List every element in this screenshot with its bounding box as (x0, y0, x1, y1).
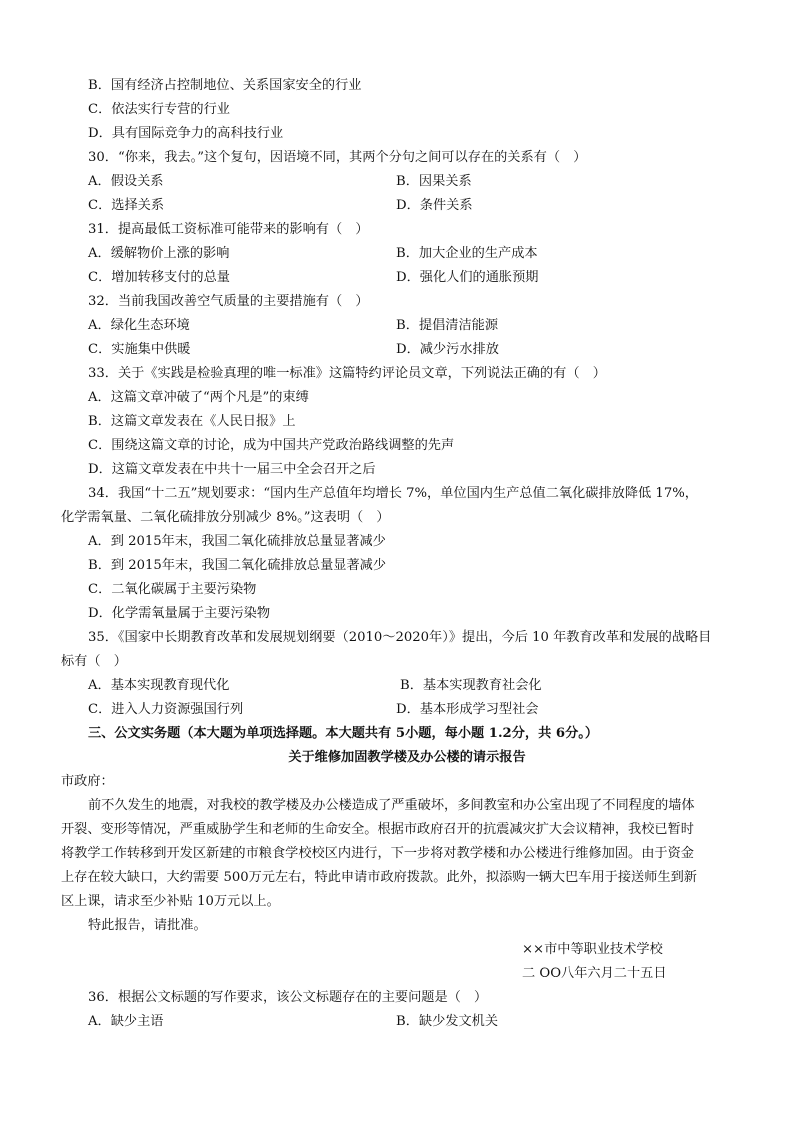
q29-option-c: C．依法实行专营的行业 (88, 102, 230, 117)
q30-row2 (0, 194, 794, 218)
q30-option-b: B．因果关系 (396, 174, 472, 189)
q32-option-b: B．提倡清洁能源 (396, 318, 499, 333)
q31-row1 (0, 242, 794, 266)
q32-option-c: C．实施集中供暖 (88, 342, 191, 357)
q33-option-c: C．围绕这篇文章的讨论，成为中国共产党政治路线调整的先声 (88, 438, 455, 453)
document-para-line3: 将教学工作转移到开发区新建的市粮食学校校区内进行，下一步将对教学楼和办公楼进行维修加固。由于资金 (61, 846, 694, 861)
q35-stem-line2: 标有（ ） (61, 654, 127, 669)
document-para-line2: 开裂、变形等情况，严重威胁学生和老师的生命安全。根据市政府召开的抗震减灾扩大会议精神，我校已暂时 (61, 822, 694, 837)
q33-option-b: B．这篇文章发表在《人民日报》上 (88, 414, 296, 429)
q30-option-d: D．条件关系 (396, 198, 473, 213)
q35-option-b: B．基本实现教育社会化 (400, 678, 542, 693)
q31-option-a: A．缓解物价上涨的影响 (88, 246, 230, 261)
q31-stem: 31．提高最低工资标准可能带来的影响有（ ） (88, 222, 369, 237)
q31-option-b: B．加大企业的生产成本 (396, 246, 538, 261)
q33-option-d: D．这篇文章发表在中共十一届三中全会召开之后 (88, 462, 376, 477)
q35-option-d: D．基本形成学习型社会 (396, 702, 539, 717)
q33-option-a: A．这篇文章冲破了“两个凡是”的束缚 (88, 390, 309, 405)
q33-stem: 33．关于《实践是检验真理的唯一标准》这篇特约评论员文章，下列说法正确的有（ ） (88, 366, 606, 381)
q36-stem: 36．根据公文标题的写作要求，该公文标题存在的主要问题是（ ） (88, 990, 488, 1005)
q35-row2 (0, 698, 794, 722)
document-para-line1: 前不久发生的地震，对我校的教学楼及办公楼造成了严重破坏，多间教室和办公室出现了不同程度的墙体 (88, 798, 695, 813)
q35-option-a: A．基本实现教育现代化 (88, 678, 230, 693)
q34-option-b: B．到 2015年末，我国二氧化硫排放总量显著减少 (88, 558, 387, 573)
q32-row1 (0, 314, 794, 338)
q32-option-d: D．减少污水排放 (396, 342, 499, 357)
document-date: 二 OO八年六月二十五日 (522, 966, 667, 981)
q34-stem-line1: 34．我国“十二五”规划要求：“国内生产总值年均增长 7%，单位国内生产总值二氧化碳排放降低 17%， (88, 486, 698, 501)
q32-row2 (0, 338, 794, 362)
q29-option-d: D．具有国际竞争力的高科技行业 (88, 126, 284, 141)
document-closing: 特此报告，请批准。 (88, 918, 207, 933)
q30-row1 (0, 170, 794, 194)
q31-option-c: C．增加转移支付的总量 (88, 270, 230, 285)
q31-row2 (0, 266, 794, 290)
q34-stem-line2: 化学需氧量、二氧化硫排放分别减少 8%。”这表明（ ） (61, 510, 390, 525)
section-3-heading: 三、公文实务题（本大题为单项选择题。本大题共有 5小题，每小题 1.2分，共 6分。） (88, 726, 599, 741)
q36-option-b: B．缺少发文机关 (396, 1014, 499, 1029)
q30-option-c: C．选择关系 (88, 198, 165, 213)
document-recipient: 市政府： (61, 774, 114, 789)
q30-stem: 30．“你来，我去。”这个复句，因语境不同，其两个分句之间可以存在的关系有（ ） (88, 150, 587, 165)
q34-option-a: A．到 2015年末，我国二氧化硫排放总量显著减少 (88, 534, 386, 549)
document-para-line5: 区上课，请求至少补贴 10万元以上。 (61, 894, 280, 909)
q36-row1 (0, 1010, 794, 1034)
q35-option-c: C．进入人力资源强国行列 (88, 702, 244, 717)
q34-option-c: C．二氧化碳属于主要污染物 (88, 582, 257, 597)
q30-option-a: A．假设关系 (88, 174, 164, 189)
document-title: 关于维修加固教学楼及办公楼的请示报告 (288, 750, 526, 765)
document-para-line4: 上存在较大缺口，大约需要 500万元左右，特此申请市政府拨款。此外，拟添购一辆大巴车用于接送师生到新 (61, 870, 697, 885)
q32-option-a: A．绿化生态环境 (88, 318, 190, 333)
q35-stem-line1: 35．《国家中长期教育改革和发展规划纲要（2010～2020年）》提出，今后 10 年教育改革和发展的战略目 (88, 630, 712, 645)
q32-stem: 32．当前我国改善空气质量的主要措施有（ ） (88, 294, 369, 309)
q29-option-b: B．国有经济占控制地位、关系国家安全的行业 (88, 78, 362, 93)
q36-option-a: A．缺少主语 (88, 1014, 164, 1029)
q34-option-d: D．化学需氧量属于主要污染物 (88, 606, 271, 621)
q35-row1 (0, 674, 794, 698)
q31-option-d: D．强化人们的通胀预期 (396, 270, 539, 285)
document-signature: ××市中等职业技术学校 (522, 942, 663, 957)
